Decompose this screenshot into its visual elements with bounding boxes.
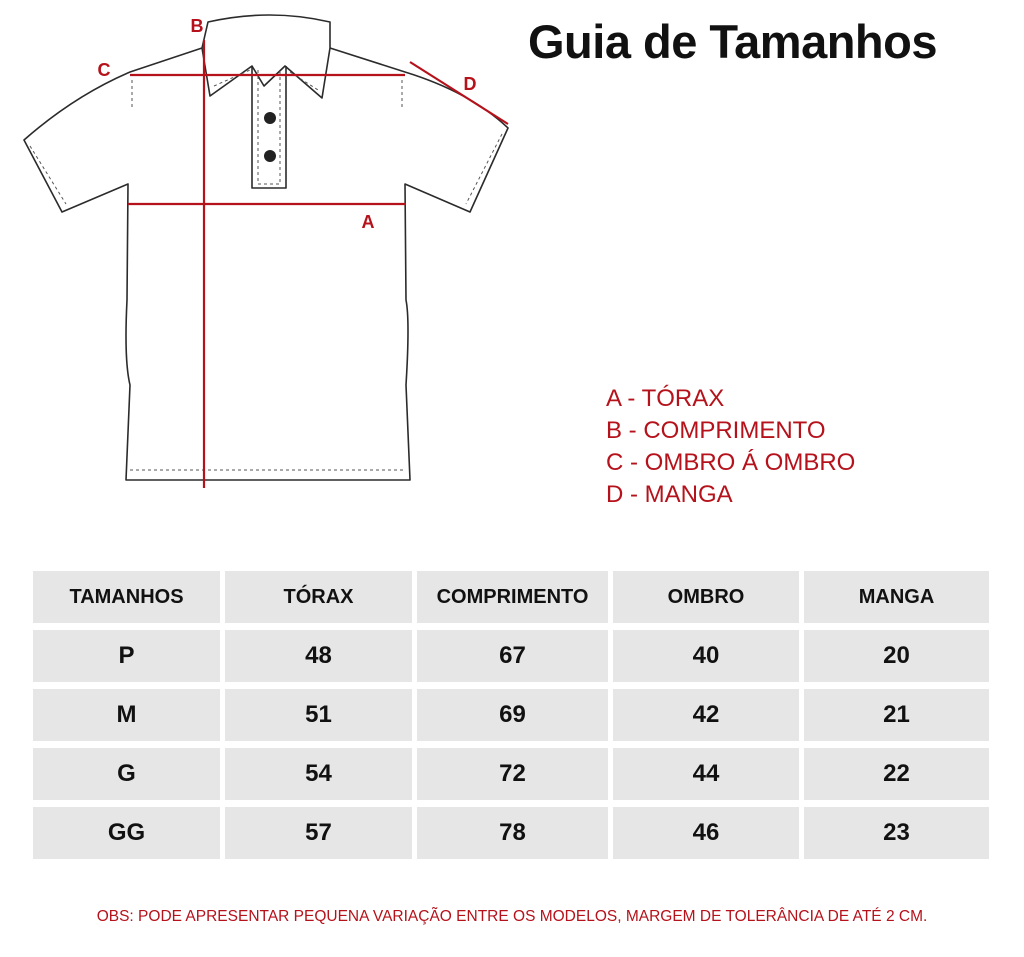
table-row (33, 748, 989, 800)
cell-ombro: 40 (613, 630, 799, 682)
label-c: C (97, 60, 111, 80)
cell-manga: 23 (804, 807, 989, 859)
legend-item-c: C - OMBRO Á OMBRO (606, 449, 856, 476)
cell-ombro: 44 (613, 748, 799, 800)
tolerance-note: OBS: PODE APRESENTAR PEQUENA VARIAÇÃO ENTRE OS MODELOS, MARGEM DE TOLERÂNCIA DE ATÉ 2 CM. (96, 908, 928, 925)
label-a: A (361, 212, 375, 232)
cell-manga: 22 (804, 748, 989, 800)
header-torax: TÓRAX (225, 571, 412, 623)
cell-torax: 51 (225, 689, 412, 741)
cell-ombro: 42 (613, 689, 799, 741)
table-row (33, 630, 989, 682)
shirt-body-outline (24, 48, 508, 480)
legend-item-b: B - COMPRIMENTO (606, 417, 826, 444)
header-tamanhos: TAMANHOS (33, 571, 220, 623)
header-ombro: OMBRO (613, 571, 799, 623)
cell-comprimento: 72 (417, 748, 608, 800)
size-table (33, 571, 989, 866)
legend-item-d: D - MANGA (606, 481, 733, 508)
cell-torax: 54 (225, 748, 412, 800)
page-title: Guia de Tamanhos (528, 15, 937, 68)
cell-ombro: 46 (613, 807, 799, 859)
measurement-legend (606, 383, 855, 511)
cell-manga: 21 (804, 689, 989, 741)
legend-item-a: A - TÓRAX (606, 385, 725, 412)
cell-size: P (33, 630, 220, 682)
table-row (33, 807, 989, 859)
header-manga: MANGA (804, 571, 989, 623)
header-comprimento: COMPRIMENTO (417, 571, 608, 623)
polo-shirt-diagram (0, 0, 520, 500)
label-d: D (463, 74, 477, 94)
cell-size: M (33, 689, 220, 741)
cell-comprimento: 78 (417, 807, 608, 859)
cell-comprimento: 69 (417, 689, 608, 741)
table-header-row (33, 571, 989, 623)
cell-size: GG (33, 807, 220, 859)
cell-size: G (33, 748, 220, 800)
button-2 (264, 150, 276, 162)
cell-manga: 20 (804, 630, 989, 682)
button-1 (264, 112, 276, 124)
cell-torax: 48 (225, 630, 412, 682)
cell-torax: 57 (225, 807, 412, 859)
table-row (33, 689, 989, 741)
label-b: B (190, 16, 204, 36)
cell-comprimento: 67 (417, 630, 608, 682)
